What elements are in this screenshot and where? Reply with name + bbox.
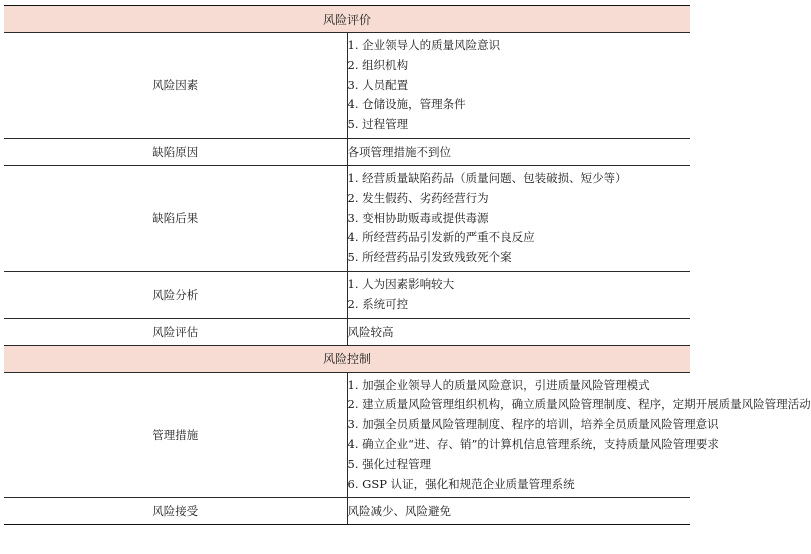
list xyxy=(348,272,691,318)
row-label: 管理措施 xyxy=(4,372,347,498)
row-label: 风险接受 xyxy=(4,498,347,525)
list-item: 5. 强化过程管理 xyxy=(347,456,432,471)
list-item: 2. 组织机构 xyxy=(347,57,409,72)
table-row-risk-analysis xyxy=(4,271,690,318)
row-value: 各项管理措施不到位 xyxy=(347,138,690,165)
row-label: 缺陷原因 xyxy=(4,138,347,165)
risk-table xyxy=(4,5,811,525)
table-row-defect-consequence xyxy=(4,165,690,271)
list-item: 3. 人员配置 xyxy=(347,77,409,92)
control-header-cell: 风险控制 xyxy=(4,345,690,372)
table-row-risk-factors xyxy=(4,33,690,139)
row-label: 风险分析 xyxy=(4,271,347,318)
list-item: 1. 人为因素影响较大 xyxy=(347,276,455,291)
table-row-risk-acceptance xyxy=(4,498,690,525)
list-item: 4. 确立企业“进、存、销”的计算机信息管理系统，支持质量风险管理要求 xyxy=(347,436,719,451)
table-row-defect-cause xyxy=(4,138,690,165)
list xyxy=(348,33,691,138)
list-item: 5. 过程管理 xyxy=(347,117,409,132)
list-item: 2. 发生假药、劣药经营行为 xyxy=(347,190,489,205)
list-item: 2. 建立质量风险管理组织机构，确立质量风险管理制度、程序，定期开展质量风险管理活动 xyxy=(347,397,811,412)
list-item: 3. 变相协助贩毒或提供毒源 xyxy=(347,210,489,225)
list-item: 2. 系统可控 xyxy=(347,296,409,311)
list xyxy=(347,373,811,498)
list-item: 1. 加强企业领导人的质量风险意识，引进质量风险管理模式 xyxy=(347,377,650,392)
list-item: 4. 所经营药品引发新的严重不良反应 xyxy=(347,230,535,245)
row-value: 风险减少、风险避免 xyxy=(347,498,690,525)
list-item: 5. 所经营药品引发致残致死个案 xyxy=(347,250,512,265)
row-value: 风险较高 xyxy=(347,318,690,345)
list-item: 1. 经营质量缺陷药品（质量问题、包装破损、短少等） xyxy=(347,170,627,185)
table-row-management-measures xyxy=(4,372,690,498)
evaluation-section-header xyxy=(4,6,690,33)
row-label: 风险评估 xyxy=(4,318,347,345)
list-item: 1. 企业领导人的质量风险意识 xyxy=(347,38,501,52)
list-item: 4. 仓储设施，管理条件 xyxy=(347,97,466,112)
control-section-header xyxy=(4,345,690,372)
list-item: 3. 加强全员质量风险管理制度、程序的培训，培养全员质量风险管理意识 xyxy=(347,417,719,432)
row-label: 风险因素 xyxy=(4,33,347,139)
evaluation-header-cell: 风险评价 xyxy=(4,6,690,33)
list xyxy=(348,166,691,271)
table-row-risk-assessment xyxy=(4,318,690,345)
list-item: 6. GSP 认证，强化和规范企业质量管理系统 xyxy=(347,476,575,491)
row-label: 缺陷后果 xyxy=(4,165,347,271)
